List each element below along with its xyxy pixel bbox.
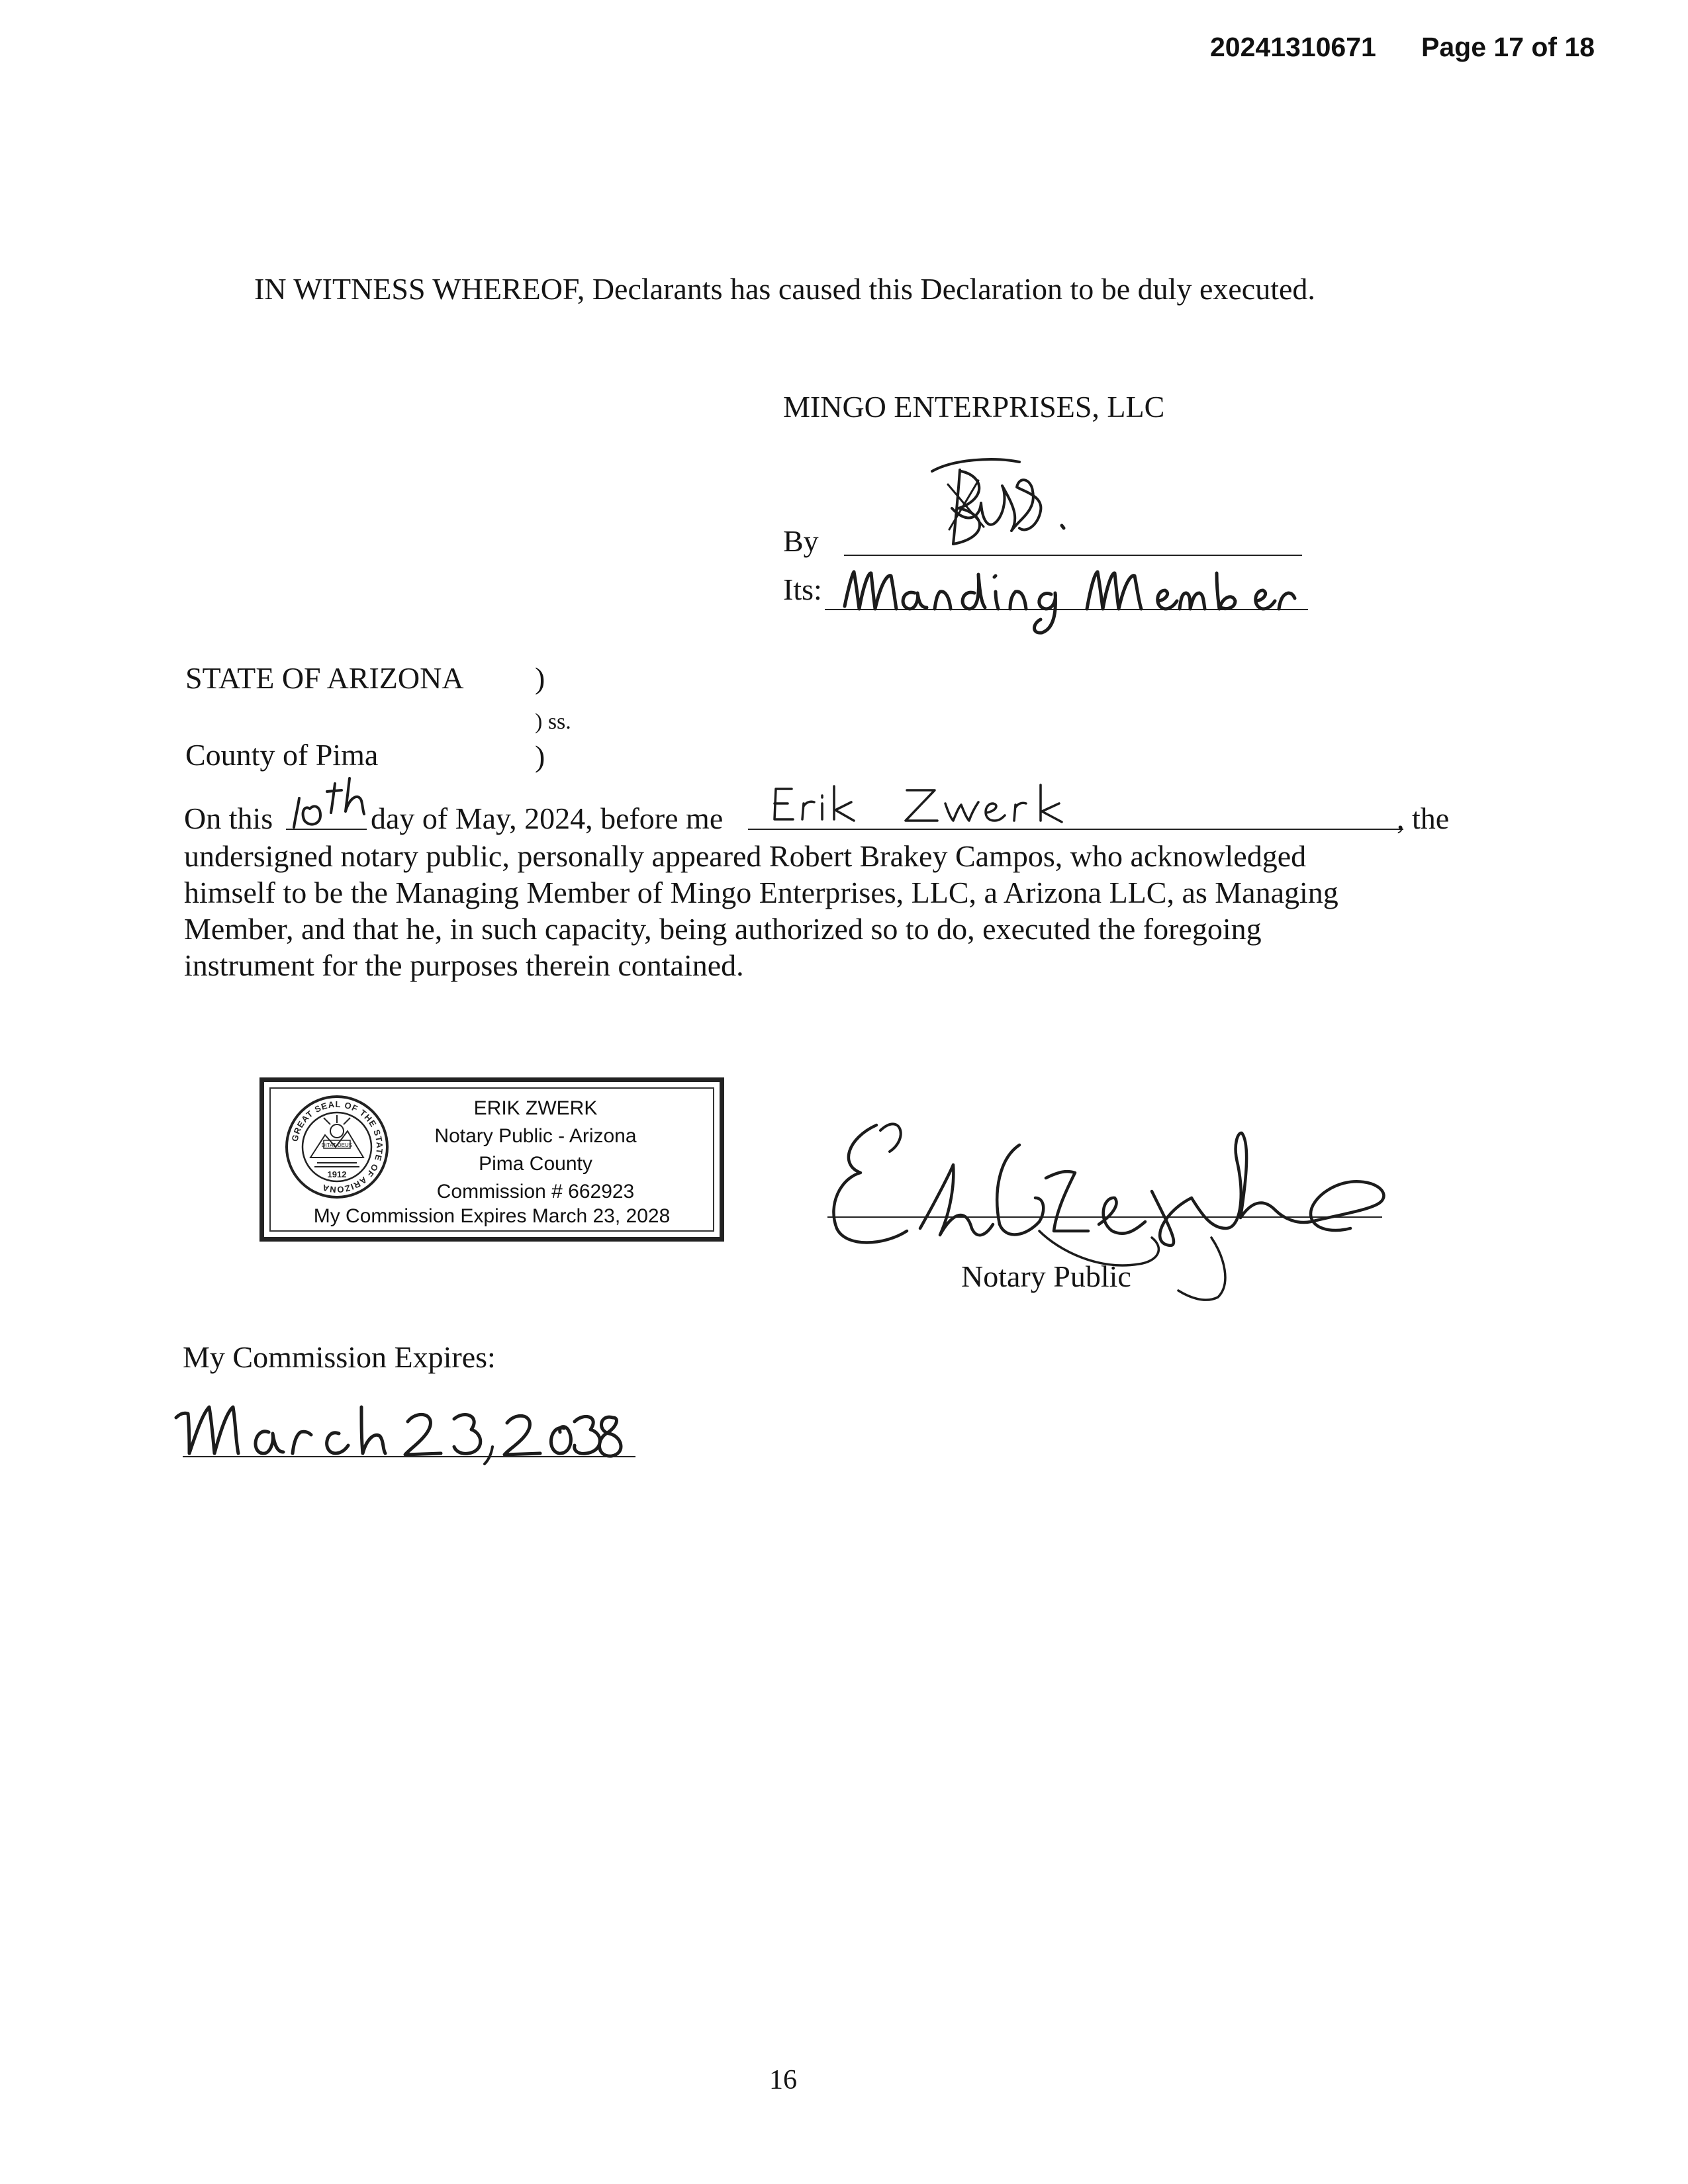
page-label: Page 17 of 18 <box>1421 32 1595 62</box>
by-label: By <box>783 524 819 558</box>
witness-statement: IN WITNESS WHEREOF, Declarants has caused this Declaration to be duly executed. <box>254 272 1315 306</box>
ack-line-4: Member, and that he, in such capacity, being authorized so to do, executed the foregoing <box>184 912 1262 946</box>
ack-on-this: On this <box>184 801 273 835</box>
venue-paren-1: ) <box>535 661 545 695</box>
notary-stamp <box>259 1077 724 1242</box>
company-name: MINGO ENTERPRISES, LLC <box>783 390 1165 424</box>
stamp-county: Pima County <box>479 1153 592 1175</box>
ack-line-3: himself to be the Managing Member of Mingo Enterprises, LLC, a Arizona LLC, as Managing <box>184 876 1338 909</box>
svg-text:GREAT SEAL OF THE STATE OF ARI: GREAT SEAL OF THE STATE OF ARIZONA <box>289 1099 385 1195</box>
stamp-expiration: My Commission Expires March 23, 2028 <box>313 1205 671 1227</box>
notary-public-label: Notary Public <box>961 1259 1131 1293</box>
svg-text:1912: 1912 <box>327 1169 347 1179</box>
page-number: 16 <box>769 2065 797 2095</box>
stamp-notary-title: Notary Public - Arizona <box>434 1125 637 1147</box>
venue-county: County of Pima <box>185 738 379 772</box>
venue-paren-3: ) <box>535 739 545 773</box>
document-number: 20241310671 <box>1210 32 1376 62</box>
its-label: Its: <box>783 572 822 606</box>
ack-notary-name-handwritten <box>768 780 1112 833</box>
ack-paragraph <box>184 838 1468 983</box>
its-handwritten <box>835 560 1299 639</box>
stamp-notary-name: ERIK ZWERK <box>473 1097 598 1119</box>
svg-text:DITAT DEUS: DITAT DEUS <box>321 1142 353 1148</box>
by-signature <box>920 445 1092 557</box>
ack-day-handwritten <box>286 774 372 834</box>
ack-day-of: day of May, 2024, before me <box>371 801 724 835</box>
stamp-commission-number: Commission # 662923 <box>436 1181 635 1203</box>
venue-ss: ) ss. <box>535 709 571 734</box>
venue-state: STATE OF ARIZONA <box>185 661 464 695</box>
commission-expires-label: My Commission Expires: <box>183 1340 496 1374</box>
ack-line-2: undersigned notary public, personally appeared Robert Brakey Campos, who acknowledged <box>184 839 1307 873</box>
commission-date-handwritten <box>169 1394 593 1467</box>
ack-comma-the: , the <box>1397 801 1450 835</box>
ack-line-5: instrument for the purposes therein contained. <box>184 948 744 982</box>
